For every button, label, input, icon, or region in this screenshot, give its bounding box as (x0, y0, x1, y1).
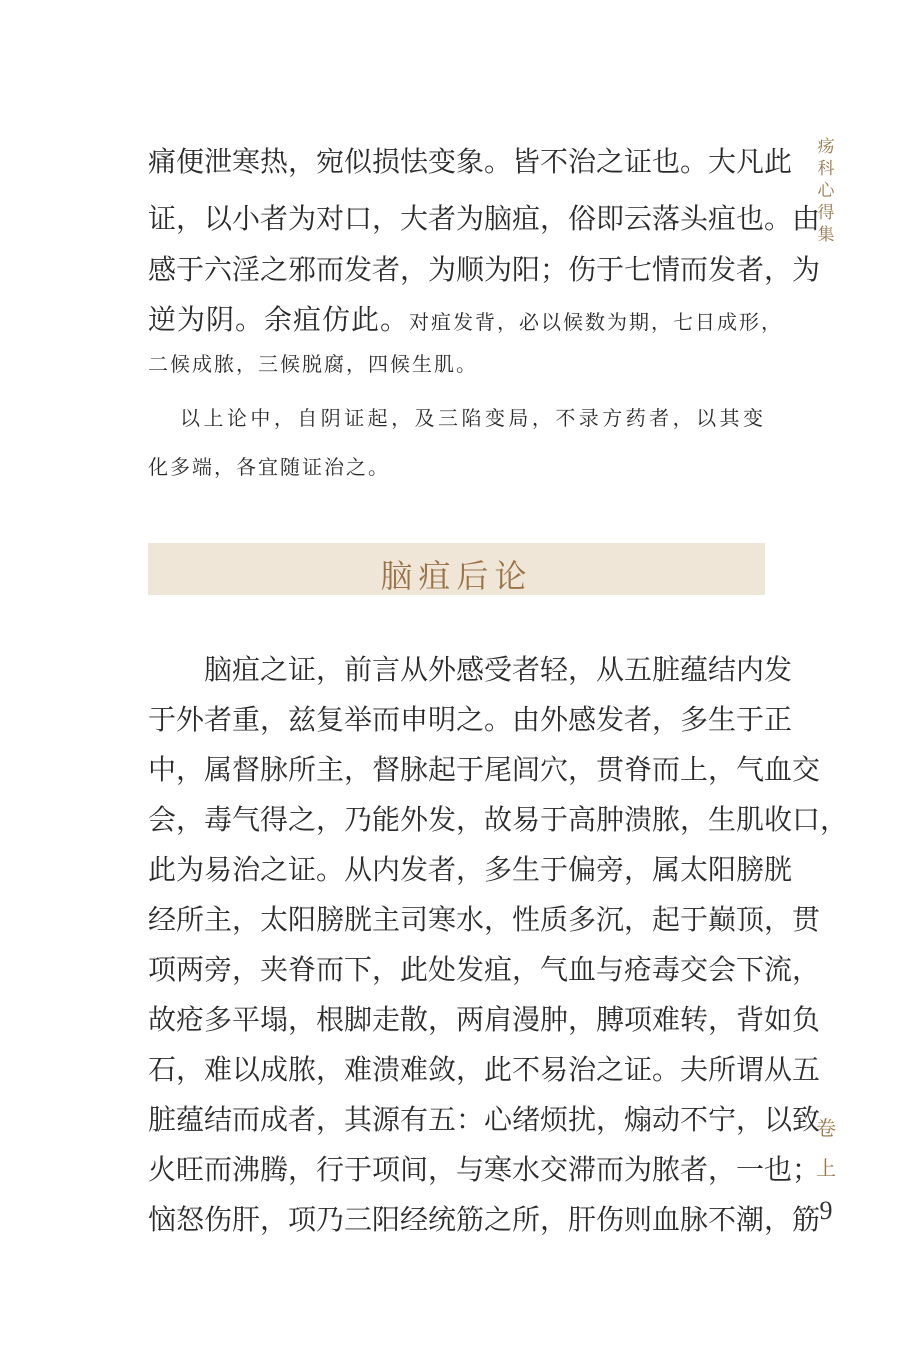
body-line: 经所主，太阳膀胱主司寒水，性质多沉，起于巅顶，贯 (148, 903, 821, 936)
body-line: 中，属督脉所主，督脉起于尾闾穴，贯脊而上，气血交 (148, 753, 821, 786)
body-line: 于外者重，兹复举而申明之。由外感发者，多生于正 (148, 703, 793, 736)
text-line: 感于六淫之邪而发者，为顺为阳；伤于七情而发者，为 (148, 253, 821, 286)
body-line: 故疮多平塌，根脚走散，两肩漫肿，膊项难转，背如负 (148, 1003, 821, 1036)
editor-note-line: 化多端，各宜随证治之。 (148, 455, 390, 479)
running-head-char: 集 (817, 225, 835, 245)
running-head-char: 疡 (817, 137, 835, 157)
running-head-char: 心 (817, 181, 835, 201)
annotation-note: 二候成脓，三候脱腐，四候生肌。 (148, 352, 478, 376)
body-line: 恼怒伤肝，项乃三阳经统筋之所，肝伤则血脉不潮，筋 (148, 1203, 821, 1236)
annotation-note: 对疽发背，必以候数为期，七日成形， (409, 310, 784, 334)
running-head-char: 科 (817, 159, 835, 179)
body-line: 火旺而沸腾，行于项间，与寒水交滞而为脓者，一也； (148, 1153, 821, 1186)
editor-note-line: 以上论中，自阴证起，及三陷变局，不录方药者，以其变 (180, 406, 765, 430)
body-line: 项两旁，夹脊而下，此处发疽，气血与疮毒交会下流， (148, 953, 821, 986)
volume-char: 上 (816, 1156, 836, 1180)
page-number: 9 (819, 1196, 833, 1225)
body-line: 脑疽之证，前言从外感受者轻，从五脏蕴结内发 (204, 653, 793, 686)
section-heading-band (148, 543, 765, 595)
volume-char: 卷 (816, 1116, 836, 1140)
body-line: 会，毒气得之，乃能外发，故易于高肿溃脓，生肌收口， (148, 803, 849, 836)
body-line: 此为易治之证。从内发者，多生于偏旁，属太阳膀胱 (148, 853, 793, 886)
text-line-mixed (148, 298, 784, 338)
text-main-segment: 逆为阴。余疽仿此。 (148, 303, 410, 336)
body-line: 石，难以成脓，难溃难敛，此不易治之证。夫所谓从五 (148, 1053, 821, 1086)
running-head-char: 得 (817, 203, 835, 223)
body-line: 脏蕴结而成者，其源有五：心绪烦扰，煽动不宁，以致 (148, 1103, 821, 1136)
section-title: 脑疽后论 (380, 557, 533, 595)
text-line: 痛便泄寒热，宛似损怯变象。皆不治之证也。大凡此 (148, 145, 793, 178)
text-line: 证，以小者为对口，大者为脑疽，俗即云落头疽也。由 (148, 202, 821, 235)
